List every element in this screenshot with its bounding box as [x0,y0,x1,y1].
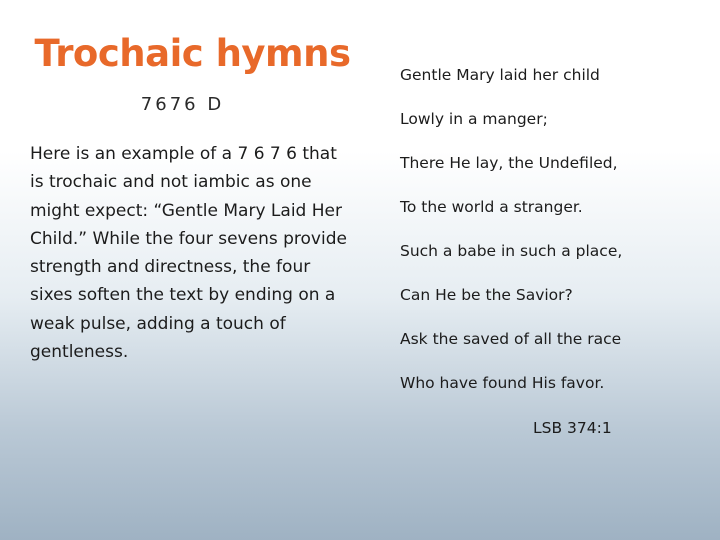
hymn-line: To the world a stranger. [400,198,583,216]
meter-subtitle: 7676 D [140,94,225,115]
hymn-line: Ask the saved of all the race [400,330,622,348]
hymn-text [400,64,710,416]
hymn-line: Such a babe in such a place, [400,242,623,260]
hymn-line: There He lay, the Undefiled, [400,154,618,172]
hymn-line: Lowly in a manger; [400,110,548,128]
hymn-line: Who have found His favor. [400,374,605,392]
hymn-citation: LSB 374:1 [533,419,612,437]
hymn-line: Can He be the Savior? [400,286,573,304]
hymn-line: Gentle Mary laid her child [400,66,600,84]
body-paragraph: Here is an example of a 7 6 7 6 that is trochaic and not iambic as one might expect: “Gentle Mary Laid Her Child.” While the four sevens provide strength and directness, the four sixes soften the text by ending on a weak pulse, adding a touch of gentleness. [30,144,347,363]
slide-title: Trochaic hymns [34,32,351,75]
